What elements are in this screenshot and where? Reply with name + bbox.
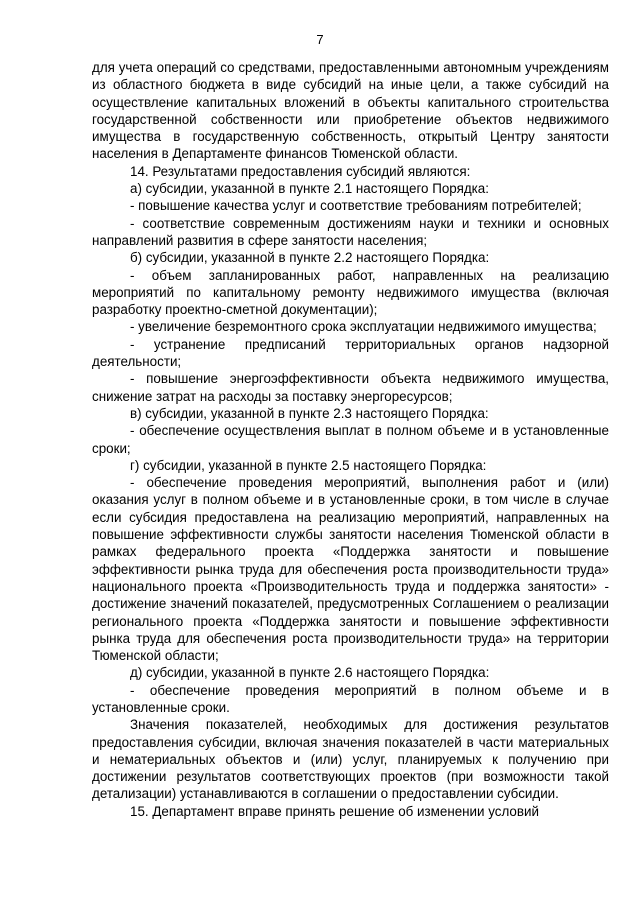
paragraph-continued: для учета операций со средствами, предоставленными автономным учреждениям из областного бюджета в виде субсидий на иные цели, а также субсидий на осуществление капитальных вложений в объекты капитального строительства государственной собственности или приобретение объектов недвижимого имущества в государственную собственность, открытый Центру занятости населения в Департаменте финансов Тюменской области.	[92, 60, 609, 162]
list-item: - обеспечение проведения мероприятий, выполнения работ и (или) оказания услуг в полном объеме и в установленные сроки, в том числе в случае если субсидия предоставлена на реализацию мероприятий, направленных на повышение эффективности службы занятости населения Тюменской области в рамках федерального проекта «Поддержка занятости и повышение эффективности рынка труда для обеспечения роста производительности труда» национального проекта «Производительность труда и поддержка занятости» - достижение значений показателей, предусмотренных Соглашением о реализации регионального проекта «Поддержка занятости и повышение эффективности рынка труда для обеспечения роста производительности труда» на территории Тюменской области;	[92, 475, 609, 664]
paragraph-subclause-a: а) субсидии, указанной в пункте 2.1 настоящего Порядка:	[130, 181, 489, 197]
paragraph-indicators: Значения показателей, необходимых для достижения результатов предоставления субсидии, включая значения показателей в части материальных и нематериальных объектов и (или) услуг, планируемых к получению при достижении результатов соответствующих проектов (при возможности такой детализации) устанавливаются в соглашении о предоставлении субсидии.	[92, 717, 609, 802]
paragraph-subclause-b: б) субсидии, указанной в пункте 2.2 настоящего Порядка:	[130, 250, 490, 266]
list-item: - устранение предписаний территориальных органов надзорной деятельности;	[92, 336, 609, 370]
list-item: - соответствие современным достижениям науки и техники и основных направлений развития в сфере занятости населения;	[92, 215, 609, 248]
list-item: - объем запланированных работ, направленных на реализацию мероприятий по капитальному ремонту недвижимого имущества (включая разработку проектно-сметной документации);	[92, 267, 609, 318]
list-item: - обеспечение осуществления выплат в полном объеме и в установленные сроки;	[92, 423, 609, 456]
paragraph-subclause-v: в) субсидии, указанной в пункте 2.3 настоящего Порядка:	[130, 405, 489, 421]
page-number: 7	[316, 32, 324, 47]
list-item: - повышение энергоэффективности объекта недвижимого имущества, снижение затрат на расходы за поставку энергоресурсов;	[92, 371, 609, 404]
document-body	[92, 59, 609, 820]
paragraph-subclause-g: г) субсидии, указанной в пункте 2.5 настоящего Порядка:	[130, 457, 487, 473]
list-item: - повышение качества услуг и соответствие требованиям потребителей;	[130, 198, 582, 214]
paragraph-subclause-d: д) субсидии, указанной в пункте 2.6 настоящего Порядка:	[130, 665, 490, 681]
paragraph-clause-15: 15. Департамент вправе принять решение об изменении условий	[130, 803, 539, 819]
list-item: - обеспечение проведения мероприятий в полном объеме и в установленные сроки.	[92, 682, 609, 715]
paragraph-clause-14: 14. Результатами предоставления субсидий являются:	[130, 163, 471, 179]
list-item: - увеличение безремонтного срока эксплуатации недвижимого имущества;	[130, 319, 597, 335]
